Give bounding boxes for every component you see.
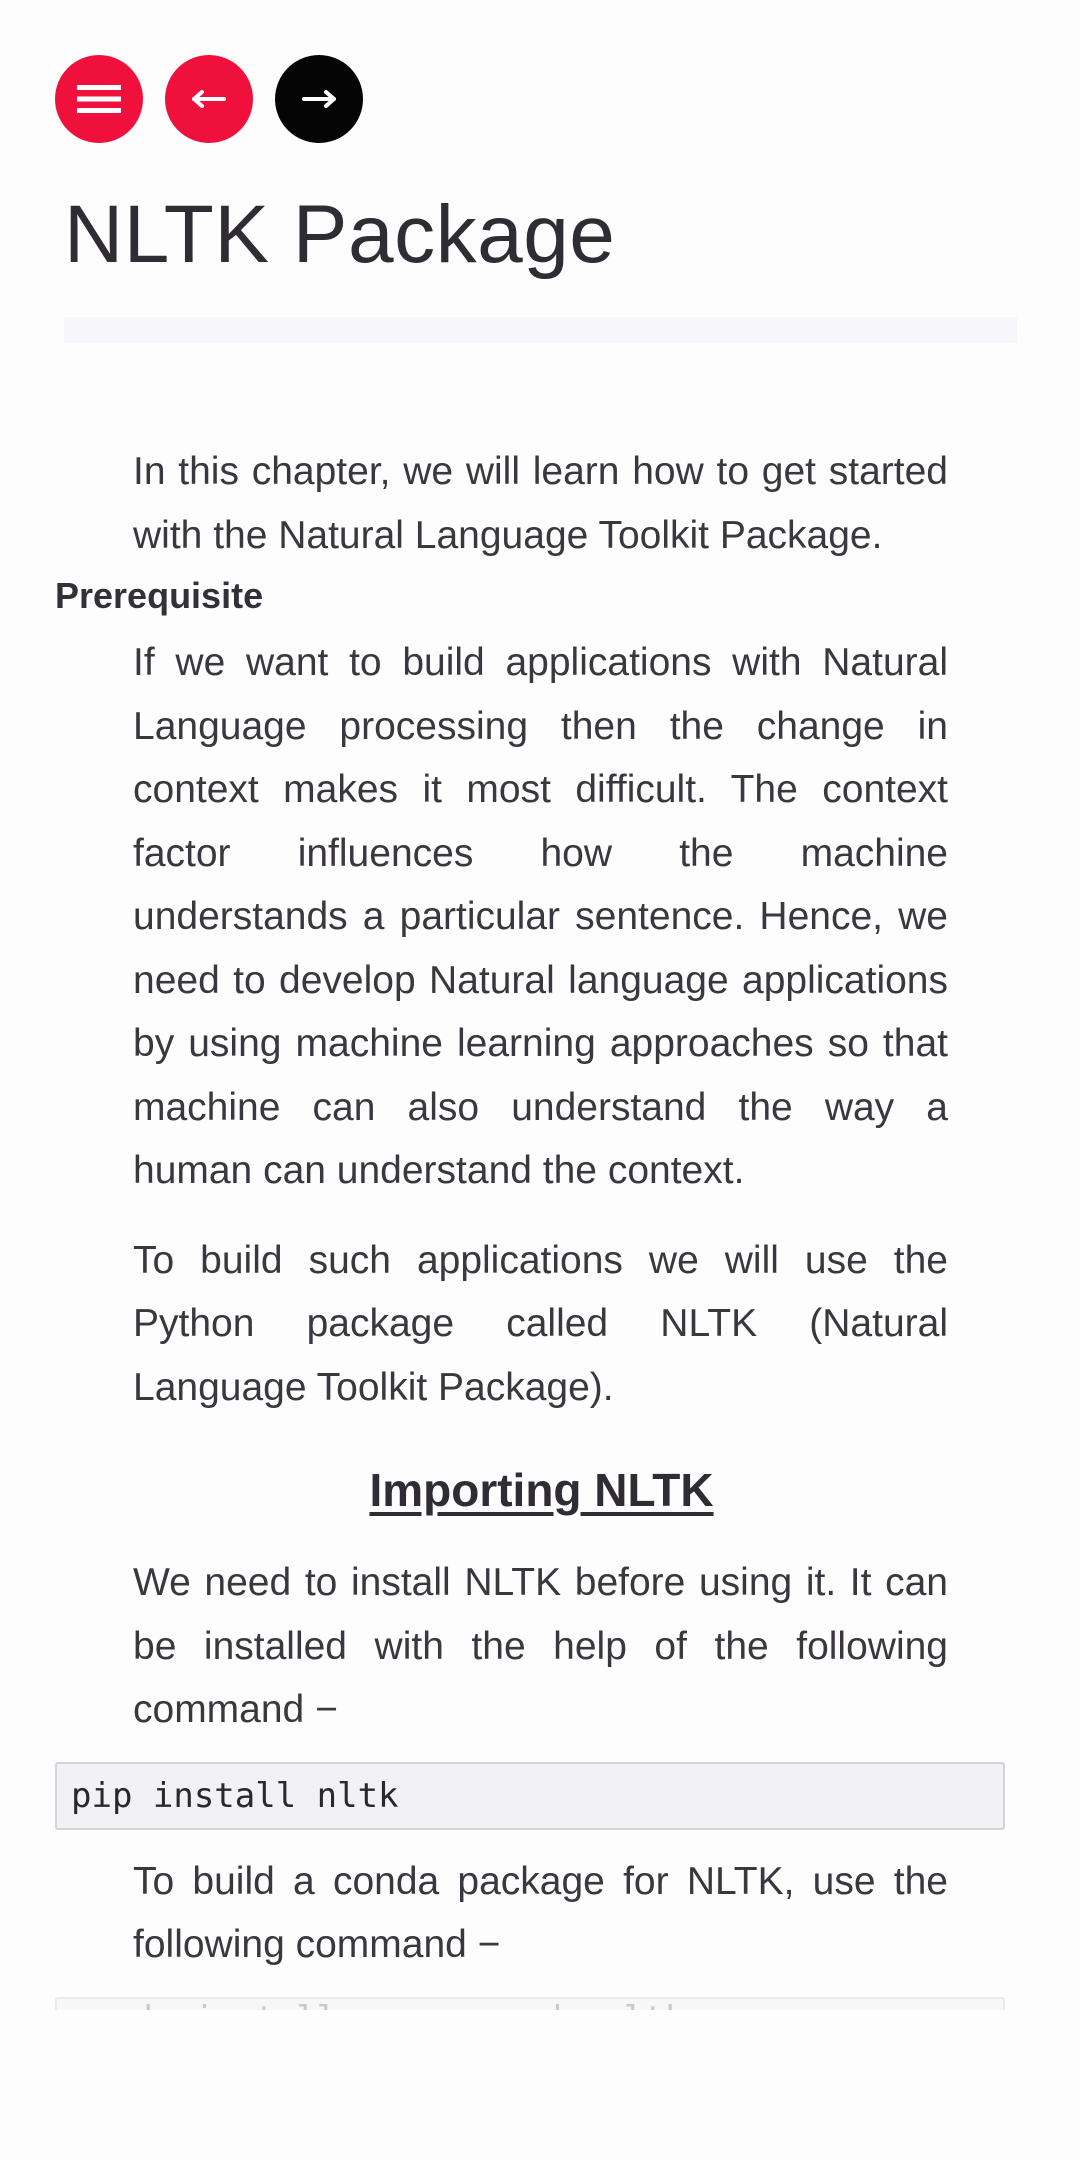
hamburger-menu-icon (77, 82, 121, 116)
next-page-button[interactable] (275, 55, 363, 143)
top-navigation (55, 55, 363, 143)
arrow-right-icon (302, 89, 336, 109)
conda-paragraph: To build a conda package for NLTK, use the following command − (133, 1859, 948, 1966)
prerequisite-paragraph-1: If we want to build applications with Natural Language processing then the change in context makes it most difficult. The context factor influences how the machine understands a particular sentence. Hence, we need to develop Natural language applications by using machine learning approaches so that machine can also understand the way a human can understand the context. (133, 641, 948, 1192)
page-title: NLTK Package (64, 189, 616, 280)
paragraph-spacer (0, 1203, 1080, 1229)
previous-page-button[interactable] (165, 55, 253, 143)
code-block-pip-install[interactable]: pip install nltk (55, 1762, 1005, 1830)
title-divider (64, 317, 1017, 343)
importing-nltk-heading: Importing NLTK (369, 1464, 714, 1516)
arrow-left-icon (192, 89, 226, 109)
menu-button[interactable] (55, 55, 143, 143)
intro-paragraph: In this chapter, we will learn how to get started with the Natural Language Toolkit Package. (133, 450, 948, 557)
bottom-blank-area (0, 2010, 1080, 2160)
importing-paragraph: We need to install NLTK before using it. It can be installed with the help of the following command − (133, 1561, 948, 1731)
prerequisite-heading: Prerequisite (55, 575, 264, 616)
prerequisite-paragraph-2: To build such applications we will use the Python package called NLTK (Natural Language Toolkit Package). (133, 1238, 948, 1409)
article-content (0, 440, 1080, 2063)
